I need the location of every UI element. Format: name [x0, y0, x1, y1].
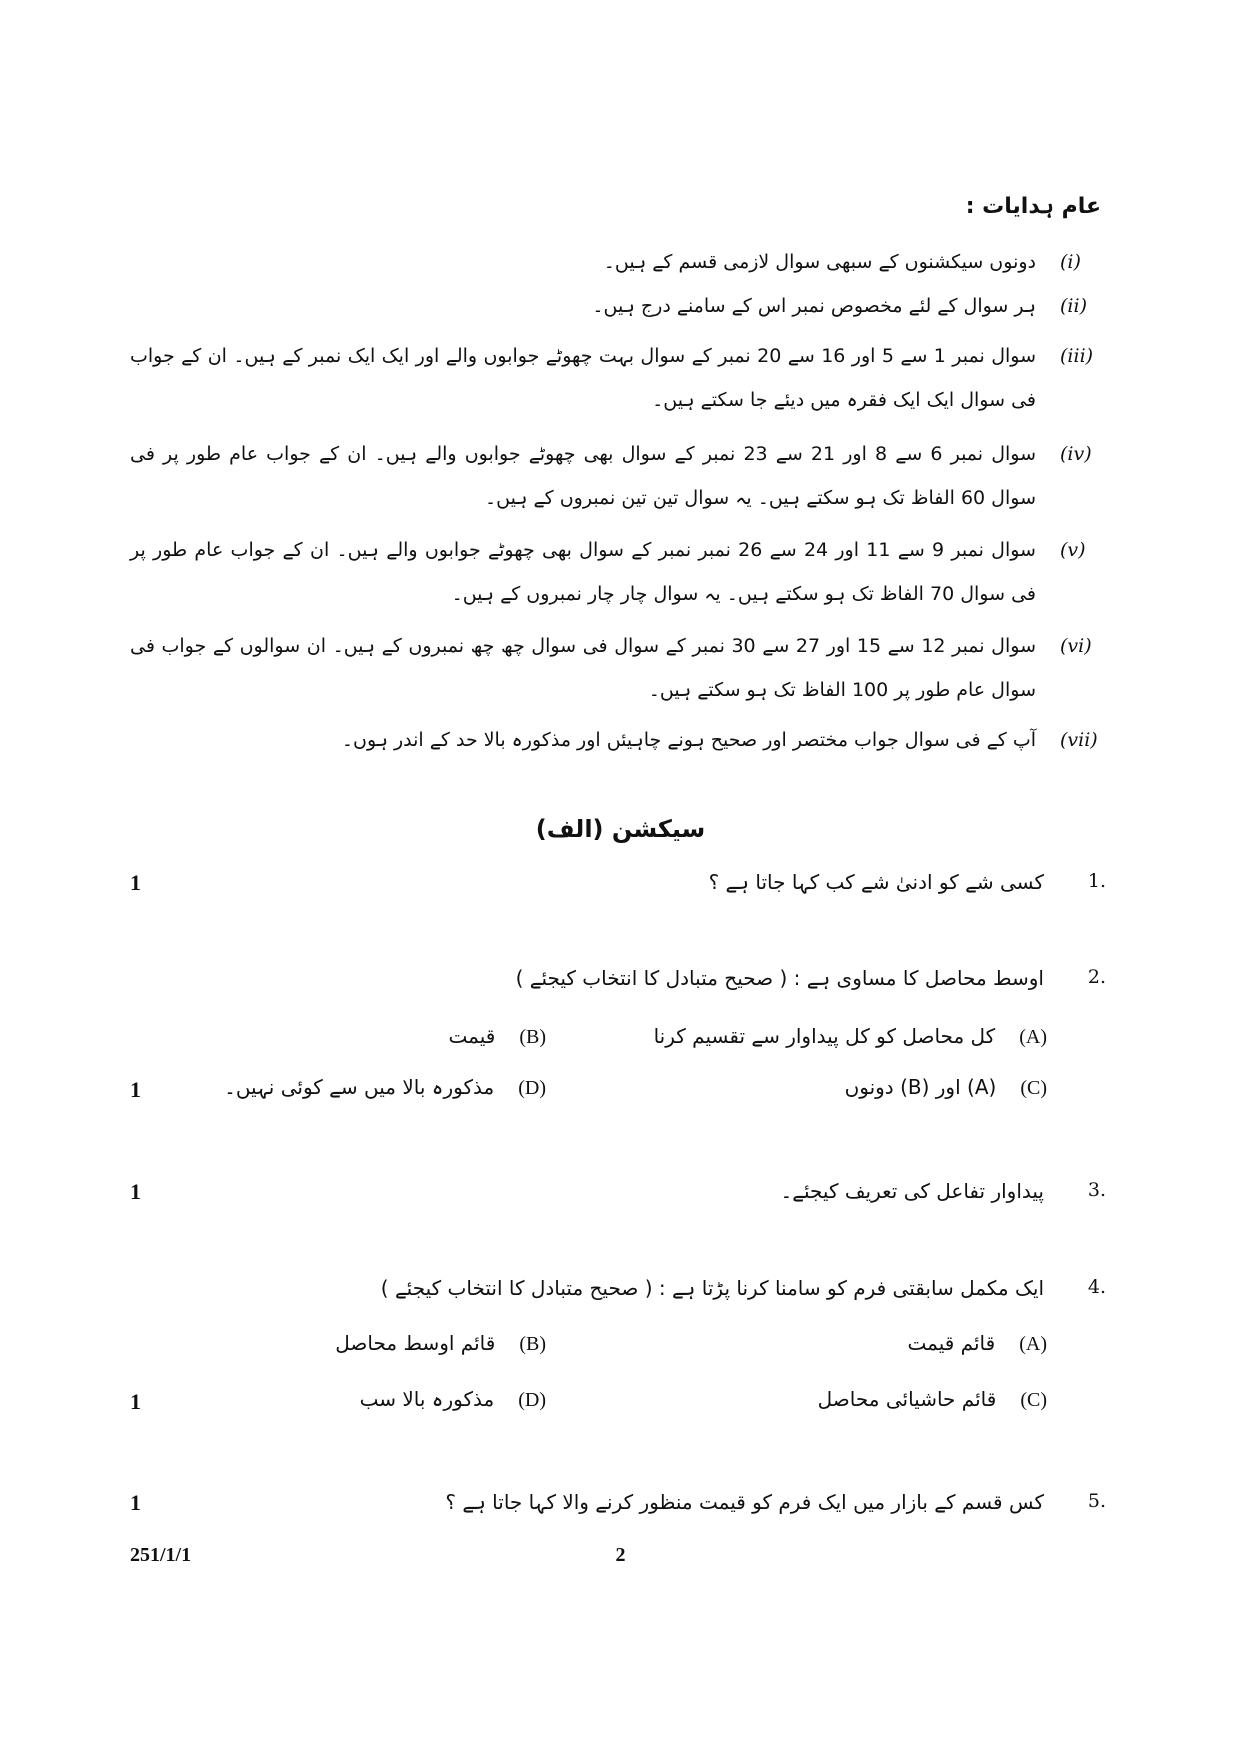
option-label: (D) [518, 1389, 546, 1411]
option-text: قائم حاشیائی محاصل [817, 1387, 997, 1411]
instruction-text: آپ کے فی سوال جواب مختصر اور صحیح ہونے چاہیئں اور مذکورہ بالا حد کے اندر ہوں۔ [341, 729, 1036, 751]
page-number: 2 [615, 1544, 626, 1566]
instruction-number: (vi) [1060, 635, 1092, 657]
instruction-number: (iii) [1060, 345, 1094, 367]
option-text: قیمت [448, 1024, 496, 1048]
instruction-item [130, 624, 1106, 712]
instruction-number: (iv) [1060, 443, 1092, 465]
question-marks: 1 [130, 1389, 141, 1414]
option-d [360, 1387, 546, 1412]
option-label: (C) [1020, 1389, 1047, 1411]
option-a [654, 1024, 1047, 1049]
option-b [449, 1024, 546, 1049]
question-text: ایک مکمل سابقتی فرم کو سامنا کرنا پڑتا ہے : ( صحیح متبادل کا انتخاب کیجئے ) [380, 1276, 1044, 1300]
question-number: 4. [1087, 1276, 1106, 1298]
question-marks: 1 [130, 1077, 141, 1102]
instruction-item [130, 432, 1106, 520]
option-label: (A) [1019, 1026, 1047, 1048]
question-text: کس قسم کے بازار میں ایک فرم کو قیمت منظور کرنے والا کہا جاتا ہے ؟ [445, 1490, 1044, 1514]
instruction-text: دونوں سیکشنوں کے سبھی سوال لازمی قسم کے ہیں۔ [603, 251, 1036, 273]
question-text: اوسط محاصل کا مساوی ہے : ( صحیح متبادل کا انتخاب کیجئے ) [515, 966, 1044, 990]
section-title: سیکشن (الف) [535, 815, 706, 843]
instruction-text: سوال نمبر 12 سے 15 اور 27 سے 30 نمبر کے سوال فی سوال چھ چھ نمبروں کے ہیں۔ ان سوالوں کے جواب فی سوال عام طور پر 100 الفاظ تک ہو سکتے ہیں۔ [130, 635, 1036, 701]
instruction-item [130, 240, 1106, 284]
paper-code: 251/1/1 [130, 1544, 192, 1566]
instruction-item [130, 718, 1106, 762]
option-label: (B) [519, 1333, 546, 1355]
option-text: مذکورہ بالا سب [359, 1387, 495, 1411]
option-text: کل محاصل کو کل پیداوار سے تقسیم کرنا [653, 1024, 996, 1048]
instruction-item [130, 334, 1106, 422]
option-label: (D) [518, 1077, 546, 1099]
option-text: قائم اوسط محاصل [335, 1331, 496, 1355]
instruction-item [130, 284, 1106, 328]
instruction-number: (vii) [1060, 729, 1098, 751]
general-instructions-heading: عام ہدایات : [965, 194, 1101, 219]
question-number: 5. [1087, 1490, 1106, 1512]
instruction-text: ہر سوال کے لئے مخصوص نمبر اس کے سامنے درج ہیں۔ [592, 295, 1036, 317]
question-text: پیداوار تفاعل کی تعریف کیجئے۔ [780, 1179, 1044, 1203]
option-label: (C) [1020, 1077, 1047, 1099]
option-d [224, 1075, 546, 1100]
instruction-number: (v) [1060, 539, 1086, 561]
option-c [845, 1075, 1047, 1100]
option-b [335, 1331, 546, 1356]
instruction-number: (i) [1060, 251, 1081, 273]
option-label: (B) [519, 1026, 546, 1048]
option-c [818, 1387, 1047, 1412]
question-number: 3. [1087, 1179, 1106, 1201]
question-number: 2. [1087, 966, 1106, 988]
instruction-text: سوال نمبر 9 سے 11 اور 24 سے 26 نمبر نمبر کے سوال بھی چھوٹے جوابوں والے ہیں۔ ان کے جواب عام طور پر فی سوال 70 الفاظ تک ہو سکتے ہیں۔ یہ سوال چار چار نمبروں کے ہیں۔ [130, 539, 1036, 605]
option-text: (A) اور (B) دونوں [844, 1075, 997, 1099]
option-text: قائم قیمت [907, 1331, 996, 1355]
option-a [908, 1331, 1047, 1356]
question-number: 1. [1087, 870, 1106, 892]
question-text: کسی شے کو ادنیٰ شے کب کہا جاتا ہے ؟ [708, 870, 1044, 894]
instruction-number: (ii) [1060, 295, 1087, 317]
option-text: مذکورہ بالا میں سے کوئی نہیں۔ [224, 1075, 495, 1099]
instruction-item [130, 528, 1106, 616]
question-marks: 1 [130, 1179, 141, 1204]
question-marks: 1 [130, 870, 141, 895]
instruction-text: سوال نمبر 6 سے 8 اور 21 سے 23 نمبر کے سوال بھی چھوٹے جوابوں والے ہیں۔ ان کے جواب عام طور پر فی سوال 60 الفاظ تک ہو سکتے ہیں۔ یہ سوال تین تین نمبروں کے ہیں۔ [130, 443, 1037, 509]
question-marks: 1 [130, 1490, 141, 1515]
instruction-text: سوال نمبر 1 سے 5 اور 16 سے 20 نمبر کے سوال بہت چھوٹے جوابوں والے اور ایک ایک نمبر کے ہیں۔ ان کے جواب فی سوال ایک ایک فقرہ میں دیئے جا سکتے ہیں۔ [130, 345, 1037, 411]
option-label: (A) [1019, 1333, 1047, 1355]
